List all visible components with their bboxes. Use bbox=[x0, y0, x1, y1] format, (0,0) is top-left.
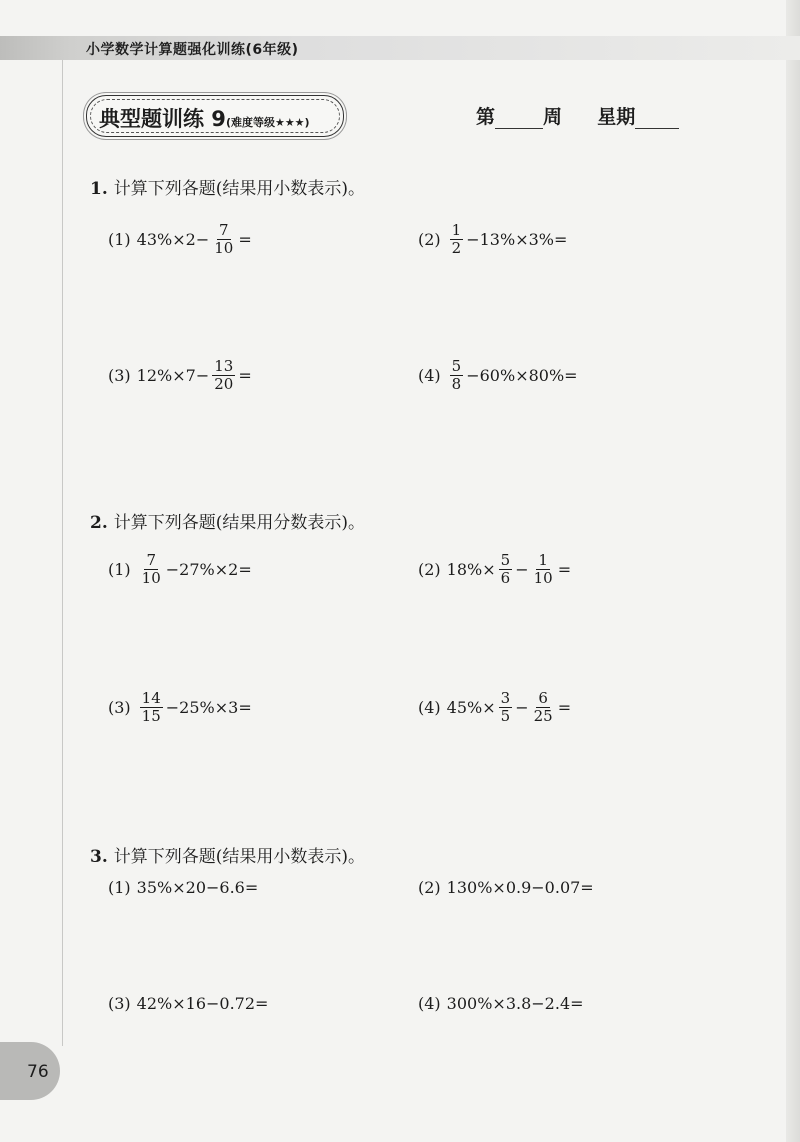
expression-text: = bbox=[557, 560, 572, 579]
section-1-heading: 1. 计算下列各题(结果用小数表示)。 bbox=[90, 179, 366, 199]
difficulty-level: (难度等级★★★) bbox=[225, 116, 310, 129]
numerator: 14 bbox=[141, 689, 161, 707]
numerator: 6 bbox=[538, 689, 548, 707]
expression-text: = bbox=[238, 366, 252, 385]
fraction bbox=[140, 690, 163, 725]
problem-3-4 bbox=[418, 994, 584, 1013]
problem-label: (1) bbox=[108, 560, 131, 579]
numerator: 7 bbox=[146, 551, 156, 569]
problem-3-3 bbox=[108, 994, 268, 1013]
problem-1-1 bbox=[108, 222, 252, 257]
page-edge bbox=[786, 0, 800, 1142]
exercise-title: 典型题训练 9 bbox=[99, 107, 226, 131]
denominator: 5 bbox=[500, 707, 511, 725]
exercise-title-box bbox=[86, 95, 344, 137]
problem-label: (3) bbox=[108, 994, 131, 1013]
expression-text: 12%×7− bbox=[136, 366, 210, 385]
fraction bbox=[532, 690, 555, 725]
expression-text: = bbox=[557, 698, 572, 717]
fraction bbox=[450, 358, 464, 393]
week-label-di: 第 bbox=[476, 106, 496, 128]
denominator: 10 bbox=[141, 569, 161, 587]
numerator: 13 bbox=[214, 357, 234, 375]
margin-line bbox=[62, 36, 63, 1046]
expression-text: 18%× bbox=[446, 560, 496, 579]
problem-label: (2) bbox=[418, 878, 441, 897]
weekday-label: 星期 bbox=[597, 106, 636, 128]
expression-text: −60%×80%= bbox=[466, 366, 578, 385]
expression-text: 130%×0.9−0.07= bbox=[446, 878, 594, 897]
expression-text: −25%×3= bbox=[165, 698, 252, 717]
problem-label: (2) bbox=[418, 230, 441, 249]
fraction bbox=[532, 552, 555, 587]
numerator: 7 bbox=[219, 221, 229, 239]
problem-label: (4) bbox=[418, 366, 441, 385]
problem-3-2 bbox=[418, 878, 594, 897]
denominator: 20 bbox=[214, 375, 234, 393]
problem-label: (3) bbox=[108, 366, 131, 385]
week-label-zhou: 周 bbox=[543, 106, 563, 128]
expression-text: 45%× bbox=[446, 698, 496, 717]
problem-2-4 bbox=[418, 690, 571, 725]
problem-label: (1) bbox=[108, 230, 131, 249]
weekday-blank[interactable] bbox=[635, 108, 679, 129]
section-2-heading: 2. 计算下列各题(结果用分数表示)。 bbox=[90, 513, 366, 533]
expression-text: −13%×3%= bbox=[466, 230, 568, 249]
numerator: 5 bbox=[500, 551, 511, 569]
expression-text: = bbox=[238, 230, 252, 249]
section-3-heading: 3. 计算下列各题(结果用小数表示)。 bbox=[90, 847, 366, 867]
fraction bbox=[499, 690, 513, 725]
expression-text: − bbox=[515, 560, 529, 579]
fraction bbox=[212, 358, 235, 393]
book-title: 小学数学计算题强化训练(6年级) bbox=[86, 42, 299, 58]
problem-label: (2) bbox=[418, 560, 441, 579]
expression-text: 35%×20−6.6= bbox=[136, 878, 259, 897]
fraction bbox=[499, 552, 513, 587]
expression-text: − bbox=[515, 698, 529, 717]
page-number: 76 bbox=[27, 1062, 49, 1082]
denominator: 15 bbox=[141, 707, 161, 725]
denominator: 10 bbox=[533, 569, 553, 587]
numerator: 5 bbox=[451, 357, 462, 375]
numerator: 1 bbox=[451, 221, 462, 239]
denominator: 8 bbox=[451, 375, 462, 393]
problem-1-4 bbox=[418, 358, 578, 393]
denominator: 2 bbox=[451, 239, 462, 257]
problem-2-3 bbox=[108, 690, 252, 725]
expression-text: 42%×16−0.72= bbox=[136, 994, 269, 1013]
numerator: 3 bbox=[500, 689, 511, 707]
fraction bbox=[212, 222, 235, 257]
expression-text: −27%×2= bbox=[165, 560, 252, 579]
week-number-blank[interactable] bbox=[495, 108, 543, 129]
problem-label: (1) bbox=[108, 878, 131, 897]
problem-label: (3) bbox=[108, 698, 131, 717]
problem-label: (4) bbox=[418, 994, 441, 1013]
problem-1-3 bbox=[108, 358, 252, 393]
problem-label: (4) bbox=[418, 698, 441, 717]
fraction bbox=[140, 552, 163, 587]
problem-2-2 bbox=[418, 552, 571, 587]
expression-text: 300%×3.8−2.4= bbox=[446, 994, 584, 1013]
denominator: 25 bbox=[533, 707, 553, 725]
problem-1-2 bbox=[418, 222, 567, 257]
denominator: 10 bbox=[214, 239, 234, 257]
numerator: 1 bbox=[538, 551, 548, 569]
problem-3-1 bbox=[108, 878, 258, 897]
expression-text: 43%×2− bbox=[136, 230, 210, 249]
week-day-fill-in bbox=[476, 102, 679, 129]
denominator: 6 bbox=[500, 569, 511, 587]
problem-2-1 bbox=[108, 552, 252, 587]
fraction bbox=[450, 222, 464, 257]
